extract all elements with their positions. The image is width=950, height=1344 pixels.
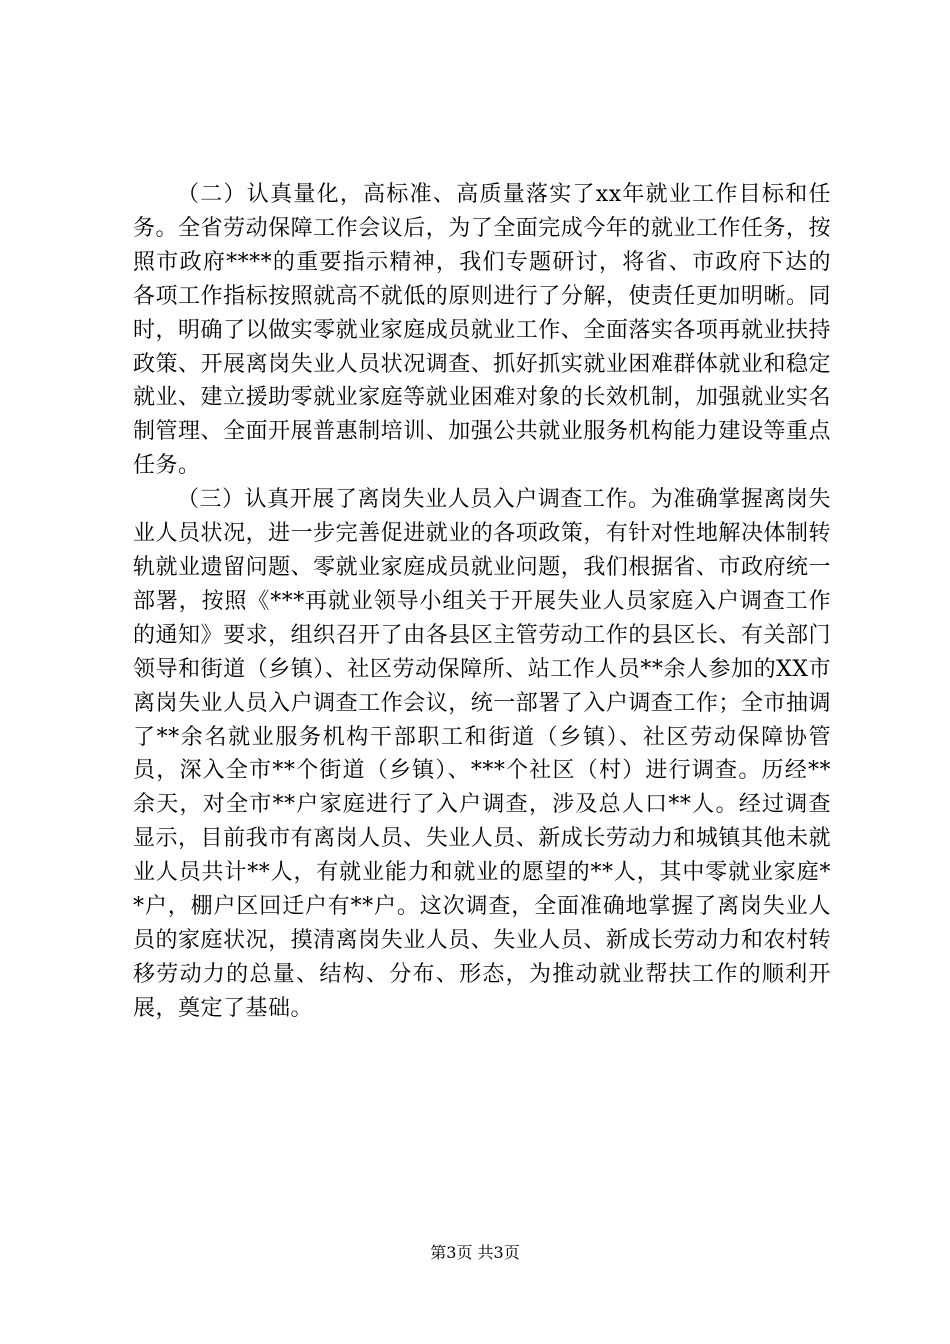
paragraph-section-two: （二）认真量化，高标准、高质量落实了xx年就业工作目标和任务。全省劳动保障工作会议后，为了全面完成今年的就业工作任务，按照市政府****的重要指示精神，我们专题研讨，将省、市政府下达的各项工作指标按照就高不就低的原则进行了分解，使责任更加明晰。同时，明确了以做实零就业家庭成员就业工作、全面落实各项再就业扶持政策、开展离岗失业人员状况调查、抓好抓实就业困难群体就业和稳定就业、建立援助零就业家庭等就业困难对象的长效机制，加强就业实名制管理、全面开展普惠制培训、加强公共就业服务机构能力建设等重点任务。 [133, 182, 831, 479]
page-footer: 第3页 共3页 [430, 1243, 520, 1262]
paragraph-section-three: （三）认真开展了离岗失业人员入户调查工作。为准确掌握离岗失业人员状况，进一步完善促进就业的各项政策，有针对性地解决体制转轨就业遗留问题、零就业家庭成员就业问题，我们根据省、市政府统一部署，按照《***再就业领导小组关于开展失业人员家庭入户调查工作的通知》要求，组织召开了由各县区主管劳动工作的县区长、有关部门领导和街道（乡镇）、社区劳动保障所、站工作人员**余人参加的XX市离岗失业人员入户调查工作会议，统一部署了入户调查工作；全市抽调了**余名就业服务机构干部职工和街道（乡镇）、社区劳动保障协管员，深入全市**个街道（乡镇）、***个社区（村）进行调查。历经**余天，对全市**户家庭进行了入户调查，涉及总人口**人。经过调查显示，目前我市有离岗人员、失业人员、新成长劳动力和城镇其他未就业人员共计**人，有就业能力和就业的愿望的**人，其中零就业家庭**户，棚户区回迁户有**户。这次调查，全面准确地掌握了离岗失业人员的家庭状况，摸清离岗失业人员、失业人员、新成长劳动力和农村转移劳动力的总量、结构、分布、形态，为推动就业帮扶工作的顺利开展，奠定了基础。 [133, 487, 831, 1021]
document-body [133, 178, 831, 1026]
